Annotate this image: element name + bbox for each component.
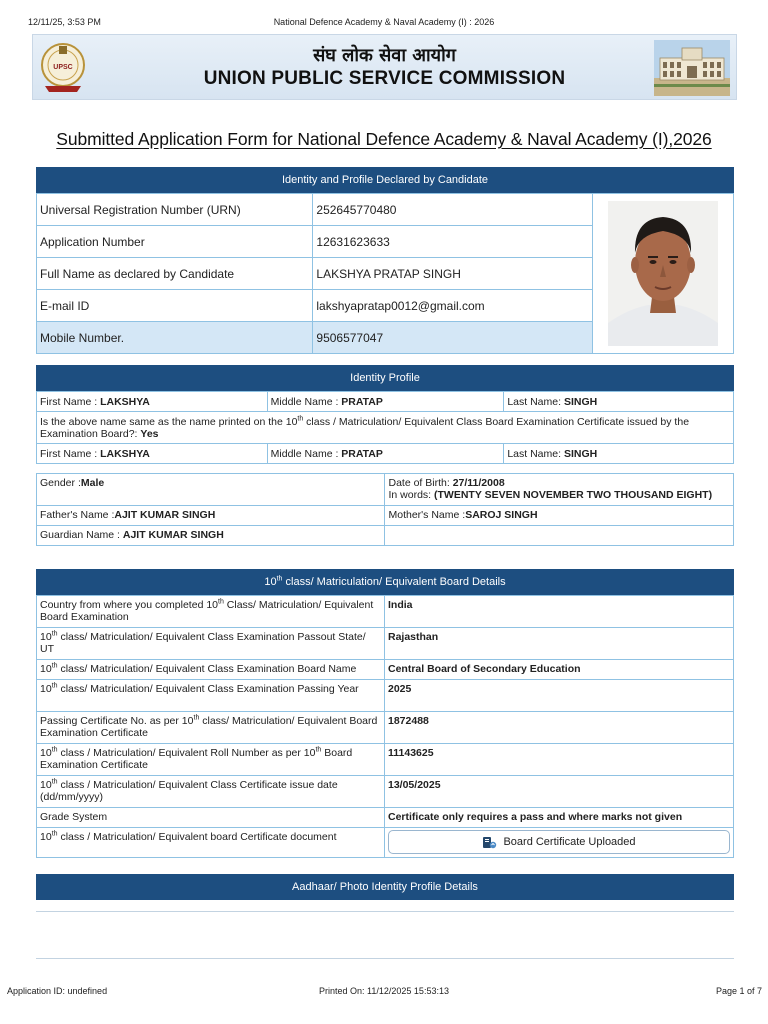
label-pre: Passing Certificate No. as per 10 <box>40 715 194 727</box>
document-upload-icon <box>482 836 497 849</box>
application-id-footer: Application ID: undefined <box>7 986 108 996</box>
mobile-value: 9506577047 <box>313 322 593 354</box>
label-post: class / Matriculation/ Equivalent Roll Number as per 10 <box>57 747 316 759</box>
urn-value: 252645770480 <box>313 194 593 226</box>
label-sup: th <box>51 746 58 754</box>
photo-cell <box>593 194 734 354</box>
mother-name-cell <box>385 506 734 526</box>
name-match-answer: Yes <box>140 427 159 440</box>
building-image <box>654 40 730 96</box>
label-sup: th <box>51 778 58 786</box>
dob-value: 27/11/2008 <box>452 477 505 489</box>
label-post-2: Board Examination Certificate <box>40 747 353 771</box>
gender-value: Male <box>80 477 105 489</box>
label-sup: th <box>51 630 58 638</box>
board-row-value: Rajasthan <box>385 628 734 660</box>
page-number-footer: Page 1 of 7 <box>715 986 762 996</box>
board-row-value: Central Board of Secondary Education <box>385 660 734 680</box>
banner-english-title: UNION PUBLIC SERVICE COMMISSION <box>203 68 566 89</box>
urn-row <box>37 194 734 226</box>
empty-cell <box>385 526 734 546</box>
mother-name-label: Mother's Name : <box>388 509 466 521</box>
first-name-value: LAKSHYA <box>100 395 150 408</box>
guardian-name-value: AJIT KUMAR SINGH <box>122 529 224 541</box>
guardian-name-label: Guardian Name : <box>40 529 123 541</box>
dob-words-label: In words: <box>388 489 435 501</box>
print-header <box>0 17 768 31</box>
last-name-label: Last Name: <box>507 447 564 460</box>
middle-name-value: PRATAP <box>341 395 383 408</box>
label-post: class/ Matriculation/ Equivalent Class Examination Passing Year <box>57 683 359 695</box>
middle-name-label: Middle Name : <box>270 395 342 408</box>
label-post: class / Matriculation/ Equivalent Class Certificate issue date (dd/mm/yyyy) <box>40 779 338 803</box>
label-sup: th <box>51 662 58 670</box>
board-row <box>37 712 734 744</box>
mother-name-value: SAROJ SINGH <box>465 509 538 521</box>
label-sup-2: th <box>315 746 322 754</box>
board-row-value: 1872488 <box>385 712 734 744</box>
first-name-value: LAKSHYA <box>100 447 150 460</box>
divider <box>36 911 734 912</box>
name-match-question <box>37 412 734 444</box>
candidate-photo <box>608 201 718 346</box>
board-row-value: 13/05/2025 <box>385 776 734 808</box>
last-name-cell-2 <box>504 444 734 464</box>
label-pre: 10 <box>40 831 52 843</box>
board-details-table <box>36 595 734 858</box>
board-row-label <box>37 680 385 712</box>
gender-label: Gender : <box>40 477 81 489</box>
board-details-heading <box>36 569 734 595</box>
board-row-label <box>37 712 385 744</box>
middle-name-value: PRATAP <box>341 447 383 460</box>
name-row-1 <box>37 392 734 412</box>
question-sup: th <box>297 415 304 422</box>
father-name-value: AJIT KUMAR SINGH <box>114 509 216 521</box>
label-sup: th <box>51 830 58 838</box>
board-row-label <box>37 744 385 776</box>
identity-profile-table <box>36 391 734 464</box>
board-row <box>37 660 734 680</box>
identity-declared-table <box>36 193 734 354</box>
label-pre: 10 <box>40 631 52 643</box>
board-document-row <box>37 828 734 858</box>
first-name-label: First Name : <box>40 447 101 460</box>
label-post: class / Matriculation/ Equivalent board Certificate document <box>57 831 337 843</box>
board-row <box>37 744 734 776</box>
label-post: class/ Matriculation/ Equivalent Class Examination Board Name <box>57 663 357 675</box>
mobile-label: Mobile Number. <box>37 322 313 354</box>
board-heading-sup: th <box>276 575 283 583</box>
first-name-cell-2 <box>37 444 268 464</box>
board-certificate-label: Board Certificate Uploaded <box>503 836 636 848</box>
board-row <box>37 680 734 712</box>
board-row <box>37 596 734 628</box>
dob-cell <box>385 474 734 506</box>
divider <box>36 958 734 959</box>
board-document-label <box>37 828 385 858</box>
father-name-label: Father's Name : <box>40 509 115 521</box>
logo-text: UPSC <box>53 64 73 71</box>
last-name-value: SINGH <box>563 395 598 408</box>
print-datetime: 12/11/25, 3:53 PM <box>28 17 101 27</box>
board-heading-pre: 10 <box>264 576 277 588</box>
guardian-row <box>37 526 734 546</box>
board-heading-post: class/ Matriculation/ Equivalent Board Details <box>282 576 506 588</box>
label-post: class/ Matriculation/ Equivalent Board Examination Certificate <box>40 715 378 739</box>
label-pre: 10 <box>40 683 52 695</box>
label-post: Class/ Matriculation/ Equivalent Board Examination <box>40 599 374 623</box>
personal-details-table <box>36 473 734 546</box>
print-doc-title: National Defence Academy & Naval Academy (I) : 2026 <box>273 17 495 27</box>
guardian-name-cell <box>37 526 385 546</box>
board-row-label <box>37 808 385 828</box>
urn-label: Universal Registration Number (URN) <box>37 194 313 226</box>
email-label: E-mail ID <box>37 290 313 322</box>
label-sup: th <box>218 598 224 606</box>
application-number-label: Application Number <box>37 226 313 258</box>
middle-name-cell <box>267 392 504 412</box>
full-name-value: LAKSHYA PRATAP SINGH <box>313 258 593 290</box>
middle-name-label: Middle Name : <box>270 447 342 460</box>
upsc-banner <box>32 34 737 100</box>
application-number-value: 12631623633 <box>313 226 593 258</box>
board-row-label <box>37 776 385 808</box>
board-certificate-button[interactable] <box>388 830 730 854</box>
first-name-cell <box>37 392 268 412</box>
first-name-label: First Name : <box>40 395 101 408</box>
identity-declared-heading: Identity and Profile Declared by Candidate <box>36 167 734 193</box>
label-pre: Grade System <box>40 811 108 823</box>
label-sup: th <box>51 682 58 690</box>
board-row <box>37 776 734 808</box>
dob-label: Date of Birth: <box>388 477 453 489</box>
last-name-cell <box>504 392 734 412</box>
label-post: class/ Matriculation/ Equivalent Class Examination Passout State/ UT <box>40 631 366 655</box>
full-name-label: Full Name as declared by Candidate <box>37 258 313 290</box>
printed-on-footer: Printed On: 11/12/2025 15:53:13 <box>319 986 449 996</box>
gender-cell <box>37 474 385 506</box>
board-row-label <box>37 628 385 660</box>
father-name-cell <box>37 506 385 526</box>
board-row-label <box>37 596 385 628</box>
label-pre: 10 <box>40 663 52 675</box>
board-row-value: Certificate only requires a pass and where marks not given <box>385 808 734 828</box>
last-name-label: Last Name: <box>507 395 564 408</box>
board-row-value: 2025 <box>385 680 734 712</box>
board-row <box>37 628 734 660</box>
board-row-value: 11143625 <box>385 744 734 776</box>
question-text-post: class / Matriculation/ Equivalent Class Board Examination Certificate issued by the Examination Board?: <box>40 415 690 440</box>
last-name-value: SINGH <box>563 447 598 460</box>
banner-title <box>33 45 736 91</box>
question-text-pre: Is the above name same as the name printed on the 10 <box>40 415 298 428</box>
gender-dob-row <box>37 474 734 506</box>
middle-name-cell-2 <box>267 444 504 464</box>
aadhaar-heading: Aadhaar/ Photo Identity Profile Details <box>36 874 734 900</box>
dob-words-value: (TWENTY SEVEN NOVEMBER TWO THOUSAND EIGHT) <box>434 489 713 501</box>
label-pre: 10 <box>40 747 52 759</box>
board-row <box>37 808 734 828</box>
name-row-2 <box>37 444 734 464</box>
name-match-question-row <box>37 412 734 444</box>
label-sup: th <box>193 714 200 722</box>
board-row-label <box>37 660 385 680</box>
board-document-value <box>385 828 734 858</box>
label-pre: Country from where you completed 10 <box>40 599 219 611</box>
board-row-value: India <box>385 596 734 628</box>
banner-hindi-title: संघ लोक सेवा आयोग <box>313 45 456 66</box>
label-pre: 10 <box>40 779 52 791</box>
parents-row <box>37 506 734 526</box>
page-title: Submitted Application Form for National Defence Academy & Naval Academy (I),2026 <box>56 129 712 149</box>
email-value: lakshyapratap0012@gmail.com <box>313 290 593 322</box>
identity-profile-heading: Identity Profile <box>36 365 734 391</box>
